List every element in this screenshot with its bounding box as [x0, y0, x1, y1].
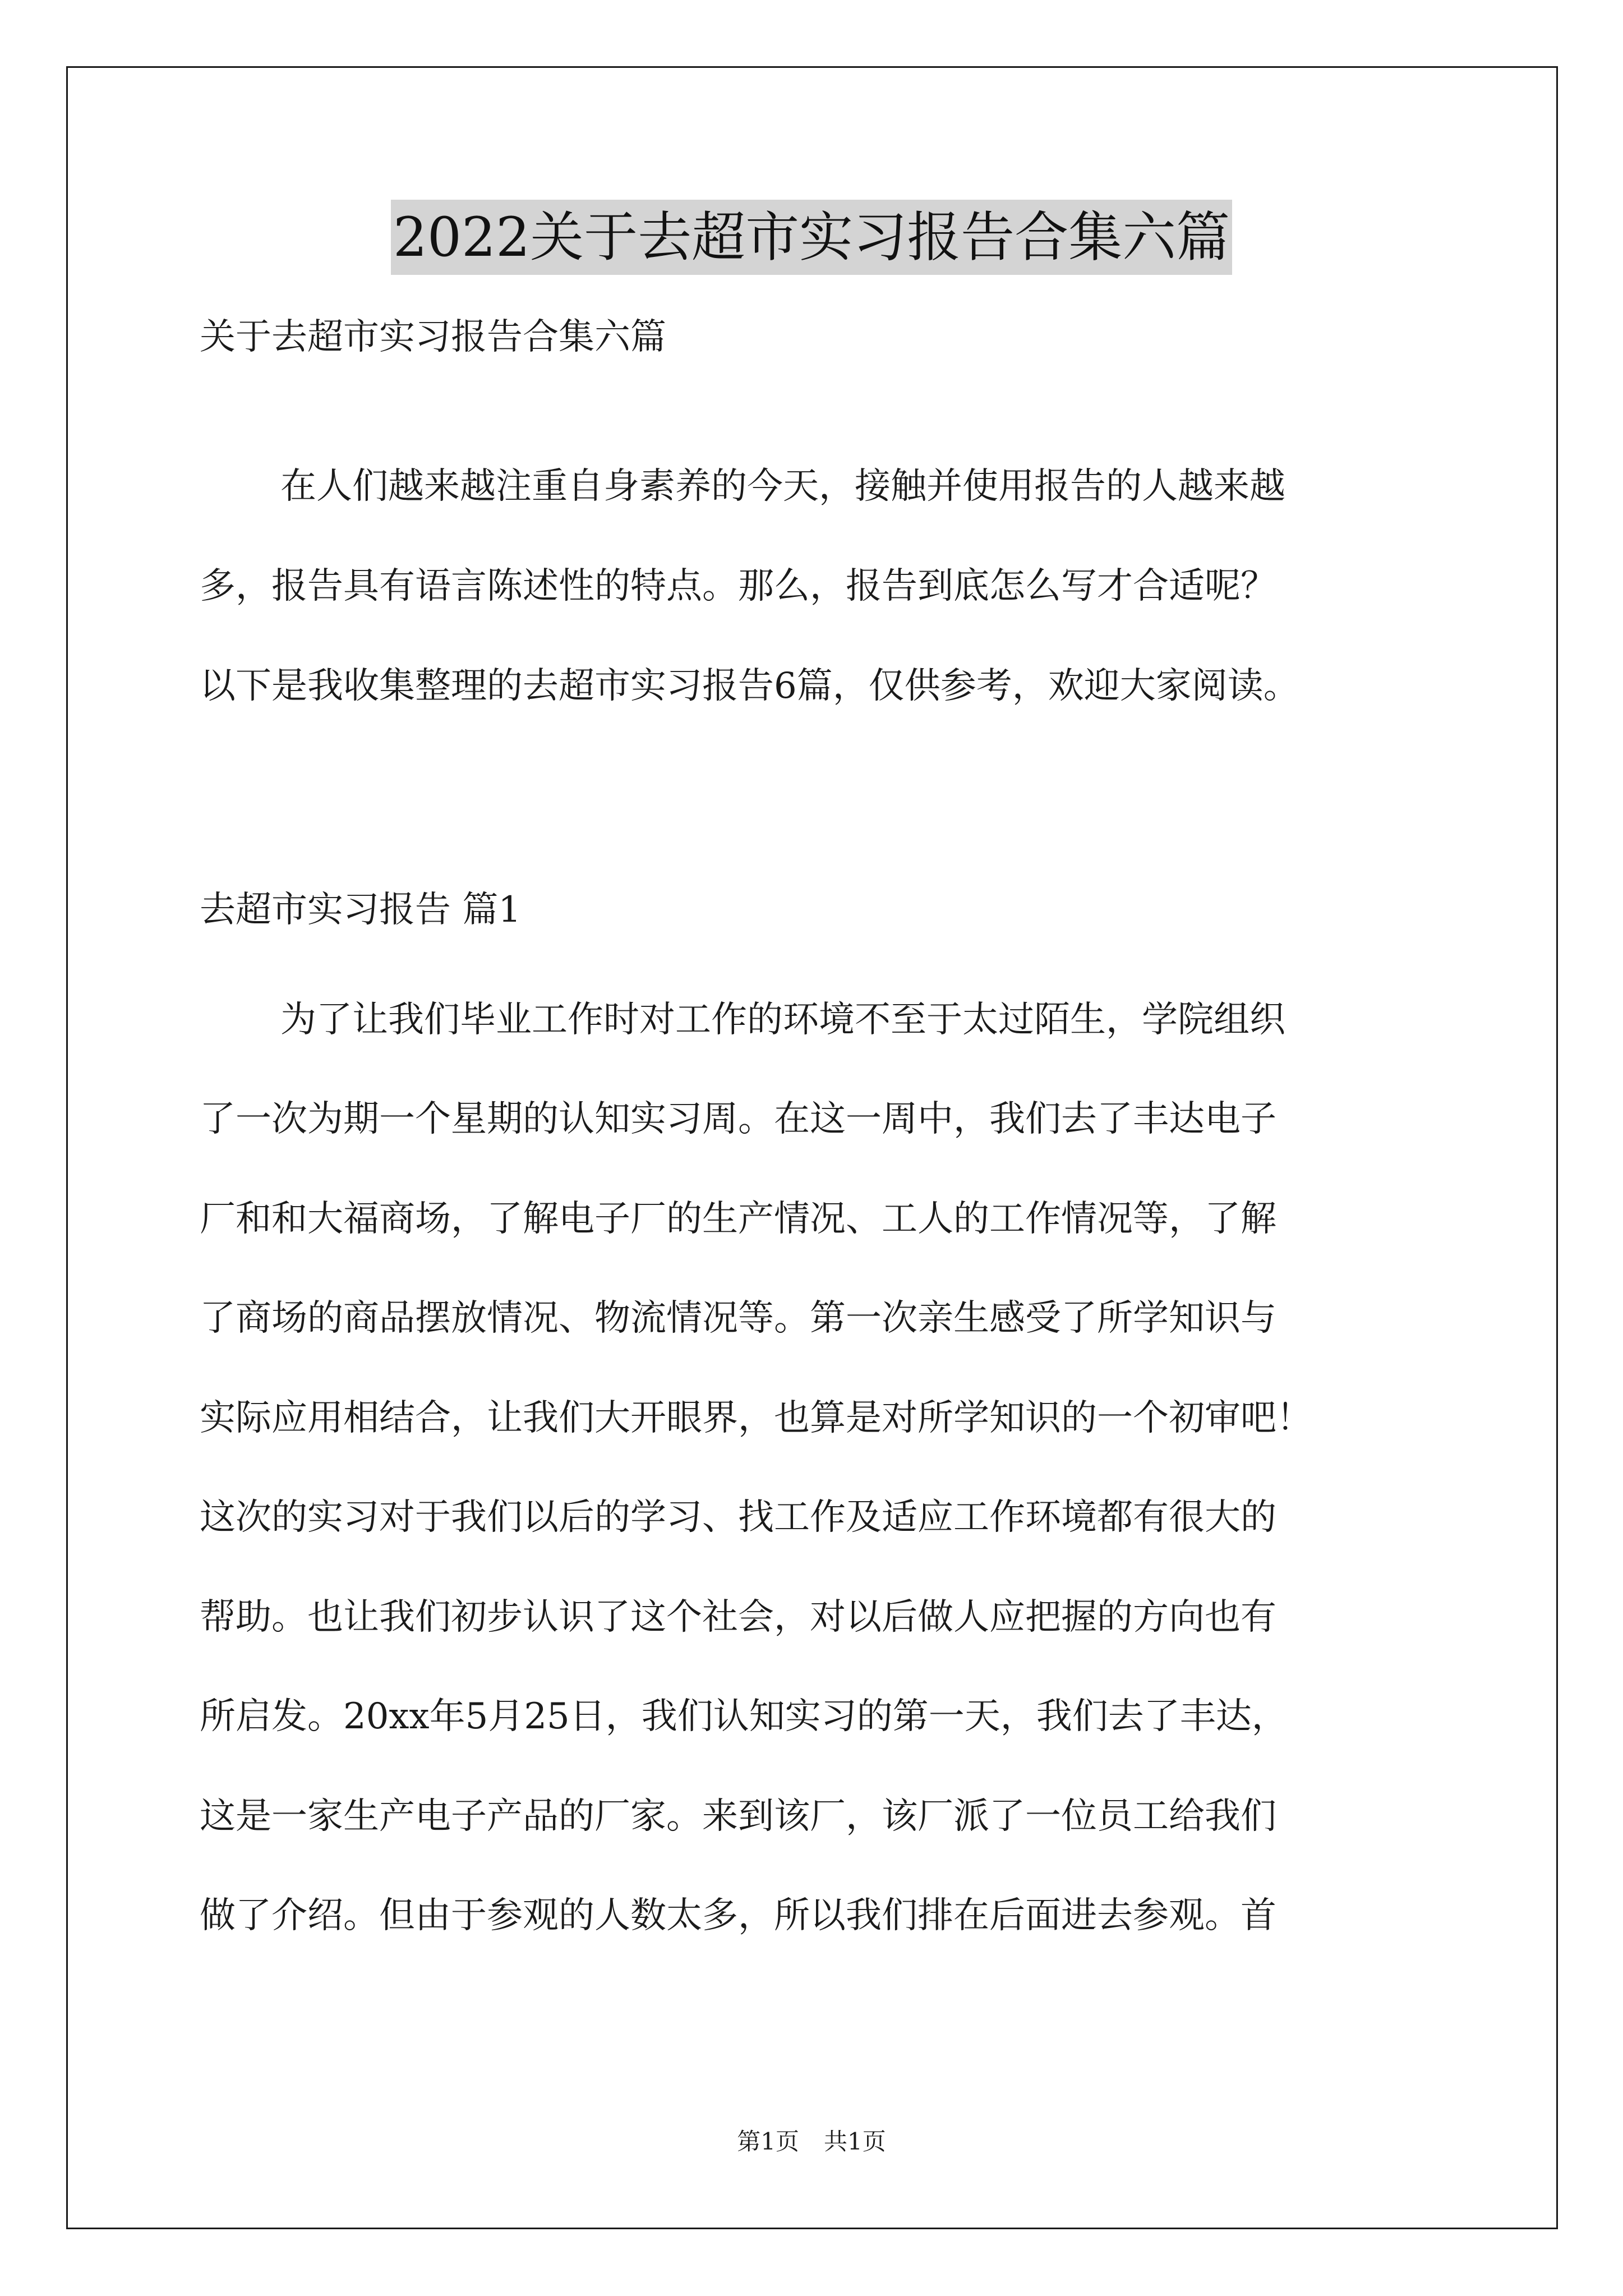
page-footer: [0, 2126, 1623, 2157]
body-line: 厂和和大福商场，了解电子厂的生产情况、工人的工作情况等，了解: [200, 1198, 1276, 1240]
body-line: 实际应用相结合，让我们大开眼界，也算是对所学知识的一个初审吧！: [200, 1397, 1312, 1439]
body-line: 做了介绍。但由于参观的人数太多，所以我们排在后面进去参观。首: [200, 1895, 1276, 1936]
body-line: 所启发。20xx年5月25日，我们认知实习的第一天，我们去了丰达，: [200, 1696, 1288, 1737]
section-heading: 去超市实习报告 篇1: [200, 889, 522, 931]
body-line: 为了让我们毕业工作时对工作的环境不至于太过陌生，学院组织: [280, 999, 1285, 1041]
body-line: 帮助。也让我们初步认识了这个社会，对以后做人应把握的方向也有: [200, 1596, 1276, 1638]
document-title: 2022关于去超市实习报告合集六篇: [391, 200, 1232, 275]
body-line: 这是一家生产电子产品的厂家。来到该厂，该厂派了一位员工给我们: [200, 1796, 1276, 1837]
body-line: 这次的实习对于我们以后的学习、找工作及适应工作环境都有很大的: [200, 1497, 1276, 1538]
page-number-total: 共1页: [824, 2128, 886, 2155]
document-subtitle: 关于去超市实习报告合集六篇: [200, 316, 666, 358]
intro-line: 多，报告具有语言陈述性的特点。那么，报告到底怎么写才合适呢？: [200, 565, 1276, 607]
body-line: 了一次为期一个星期的认知实习周。在这一周中，我们去了丰达电子: [200, 1098, 1276, 1140]
intro-line: 在人们越来越注重自身素养的今天，接触并使用报告的人越来越: [280, 466, 1285, 507]
intro-line: 以下是我收集整理的去超市实习报告6篇，仅供参考，欢迎大家阅读。: [200, 665, 1299, 707]
page-number-current: 第1页: [737, 2128, 799, 2155]
body-line: 了商场的商品摆放情况、物流情况等。第一次亲生感受了所学知识与: [200, 1297, 1276, 1339]
title-container: [0, 200, 1623, 275]
